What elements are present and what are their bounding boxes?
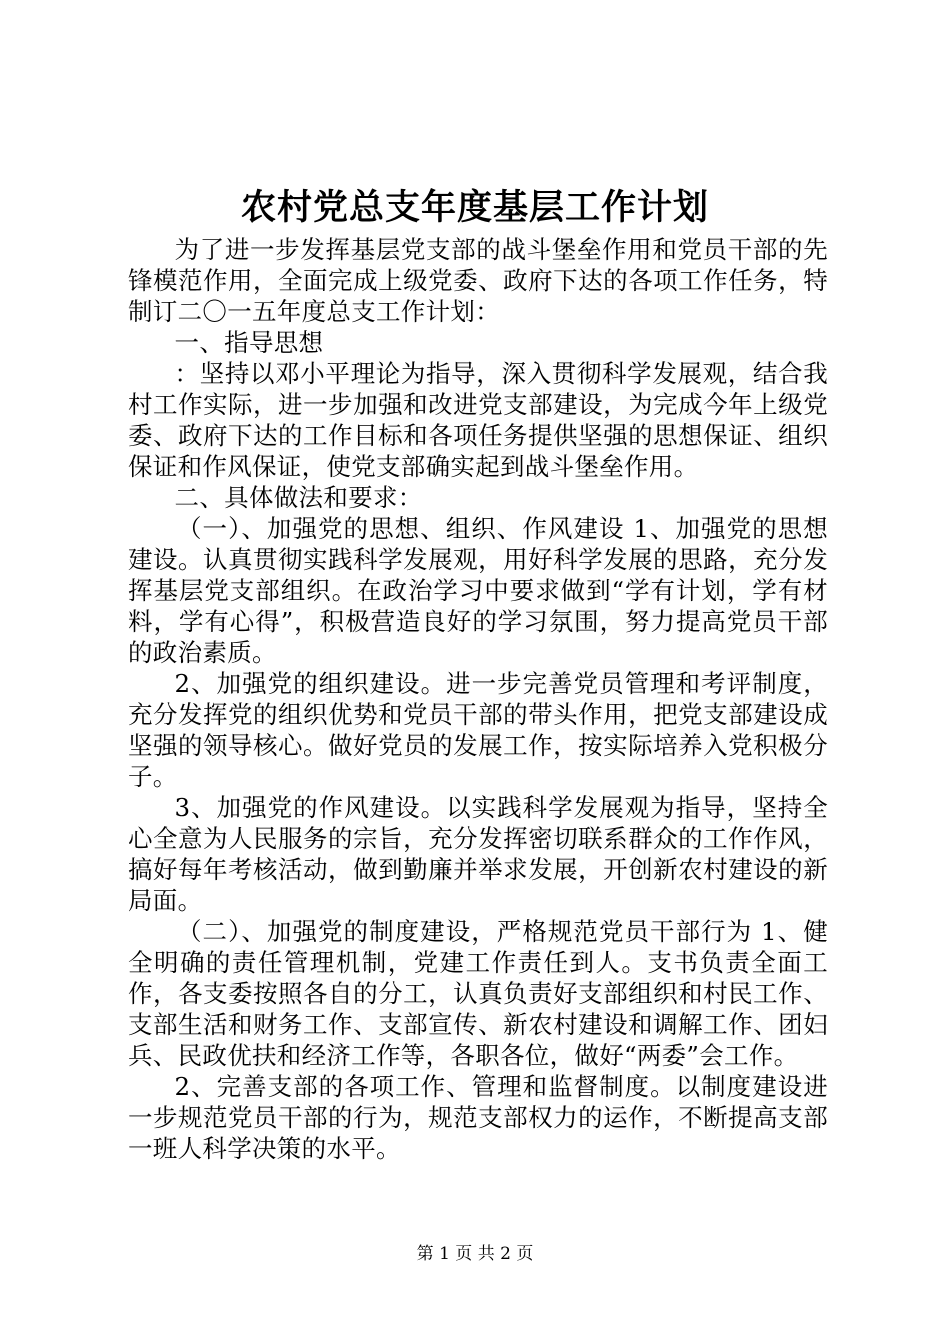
intro-paragraph: 为了进一步发挥基层党支部的战斗堡垒作用和党员干部的先锋模范作用，全面完成上级党委、政府下达的各项工作任务，特制订二〇一五年度总支工作计划：: [128, 235, 828, 326]
style-building-paragraph: 3、加强党的作风建设。以实践科学发展观为指导，坚持全心全意为人民服务的宗旨，充分发挥密切联系群众的工作作风，搞好每年考核活动，做到勤廉并举求发展，开创新农村建设的新局面。: [128, 793, 828, 915]
document-body: [128, 234, 828, 1164]
subsection-two-paragraph: （二）、加强党的制度建设，严格规范党员干部行为 1、健全明确的责任管理机制，党建工作责任到人。支书负责全面工作，各支委按照各自的分工，认真负责好支部组织和村民工作、支部生活和财务工作、支部宣传、新农村建设和调解工作、团妇兵、民政优扶和经济工作等，各职各位，做好“两委”会工作。: [128, 917, 828, 1070]
supervision-system-paragraph: 2、完善支部的各项工作、管理和监督制度。以制度建设进一步规范党员干部的行为，规范支部权力的运作，不断提高支部一班人科学决策的水平。: [128, 1072, 828, 1163]
subsection-one-paragraph: （一）、加强党的思想、组织、作风建设 1、加强党的思想建设。认真贯彻实践科学发展观，用好科学发展的思路，充分发挥基层党支部组织。在政治学习中要求做到“学有计划，学有材料，学有心得”，积极营造良好的学习氛围，努力提高党员干部的政治素质。: [128, 514, 828, 667]
organization-building-paragraph: 2、加强党的组织建设。进一步完善党员管理和考评制度，充分发挥党的组织优势和党员干部的带头作用，把党支部建设成坚强的领导核心。做好党员的发展工作，按实际培养入党积极分子。: [128, 669, 828, 791]
guiding-ideology-paragraph: ：坚持以邓小平理论为指导，深入贯彻科学发展观，结合我村工作实际，进一步加强和改进党支部建设，为完成今年上级党委、政府下达的工作目标和各项任务提供坚强的思想保证、组织保证和作风保证，使党支部确实起到战斗堡垒作用。: [128, 359, 828, 481]
document-title: 农村党总支年度基层工作计划: [240, 187, 709, 228]
page-number-footer: 第 1 页 共 2 页: [416, 1244, 534, 1264]
section-heading-guiding-ideology: 一、指导思想: [174, 328, 324, 357]
section-heading-specific-methods: 二、具体做法和要求：: [174, 483, 423, 512]
